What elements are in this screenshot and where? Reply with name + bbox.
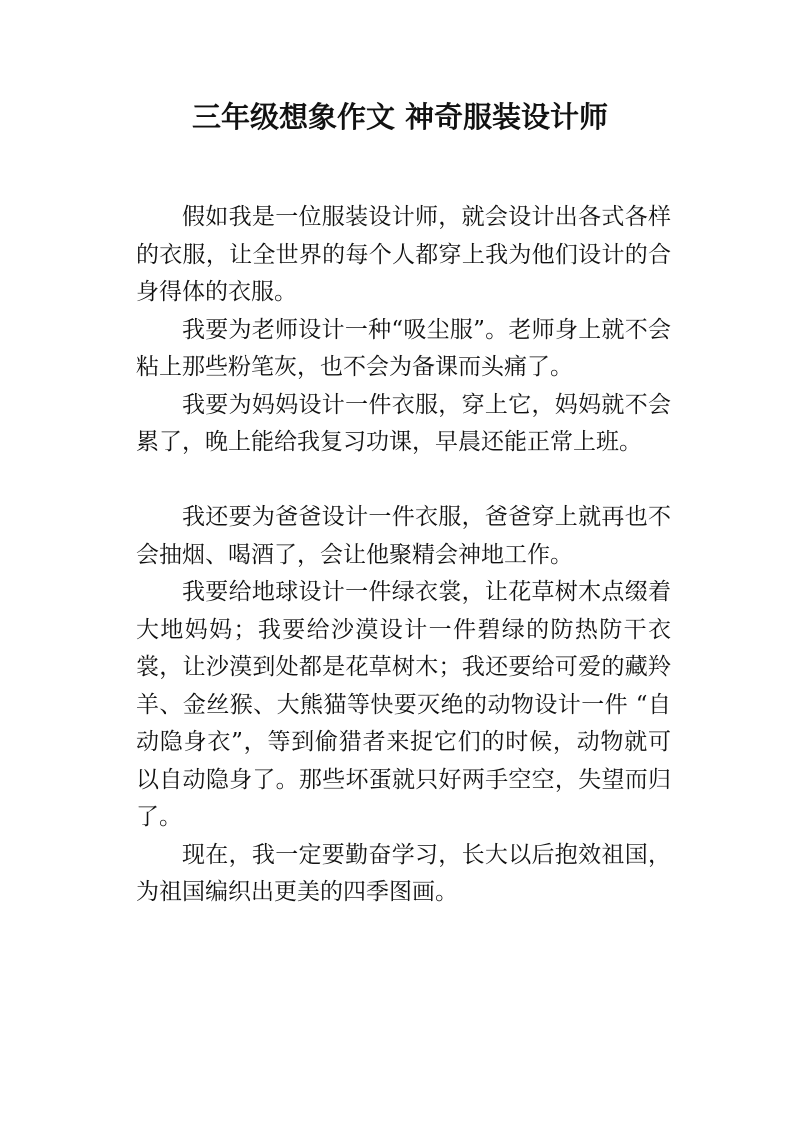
paragraph-conclusion: 现在，我一定要勤奋学习，长大以后抱效祖国，为祖国编织出更美的四季图画。 (136, 841, 671, 905)
document-body (136, 199, 671, 912)
paragraph-gap (136, 462, 671, 500)
paragraph-father: 我还要为爸爸设计一件衣服，爸爸穿上就再也不会抽烟、喝酒了，会让他聚精会神地工作。 (136, 504, 671, 568)
paragraph-intro: 假如我是一位服装设计师，就会设计出各式各样的衣服，让全世界的每个人都穿上我为他们设计的合身得体的衣服。 (136, 204, 671, 305)
paragraph-earth: 我要给地球设计一件绿衣裳，让花草树木点缀着大地妈妈；我要给沙漠设计一件碧绿的防热防干衣裳，让沙漠到处都是花草树木；我还要给可爱的藏羚羊、金丝猴、大熊猫等快要灭绝的动物设计一件 “自动隐身衣”，等到偷猎者来捉它们的时候，动物就可以自动隐身了。那些坏蛋就只好两手空空，失望而归了。 (136, 579, 671, 830)
document-title: 三年级想象作文 神奇服装设计师 (191, 100, 609, 134)
paragraph-mother: 我要为妈妈设计一件衣服，穿上它，妈妈就不会累了，晚上能给我复习功课，早晨还能正常上班。 (136, 391, 671, 455)
paragraph-teacher: 我要为老师设计一种“吸尘服”。老师身上就不会粘上那些粉笔灰，也不会为备课而头痛了。 (136, 316, 671, 380)
